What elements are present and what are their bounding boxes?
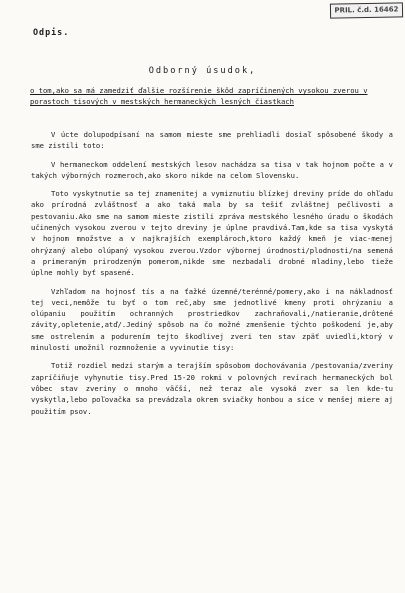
paragraph — [31, 129, 393, 152]
document-title: Odborný úsudok, — [148, 66, 257, 76]
paragraph — [31, 159, 393, 182]
paragraph — [31, 286, 393, 354]
paragraph-text: Toto vyskytnutie sa tej znamenitej a vymiznutiu blízkej dreviny príde do ohľadu ako prírodná zvláštnosť a ako taká mala by sa tešiť zvláštnej pečlivosti a pestovaniu.Ako sme na samom mieste zistili zpráva mestského lesného úradu o škodách učinených vysokou zverou v tejto dreviny je úplne pravdivá.Tam,kde sa tisa vyskytá v hojnom množstve a v najkrajších exemplároch,ktoro každý kmeň je viac-menej ohrýzaný alebo olúpaný vysokou zverou.Vzdor výbornej úrodnosti/plodnosti/na semená a primeraným prirodzeným pomerom,nikde sme nezbadali drobné mladiny,lebo tieže úplne mohly byť spasené. — [31, 189, 393, 278]
paragraph — [31, 360, 393, 416]
document-body — [31, 129, 393, 424]
paragraph-text: Vzhľadom na hojnosť tís a na ťažké územné/terénné/pomery,ako i na nákladnosť tej veci,nemôže tu byť o tom reč,aby sme jednotlivé kmeny proti ohrýzaniu a olúpaniu použitím ochranných prostriedkov zachraňovali,/natieranie,drôtené závity,opletenie,atď/.Jediný spôsob na čo možné zmenšenie týchto poškodení je,aby sme ostrelením a podurením tejto škodlivej zveri ten stav zpäť uviedli,ktorý v minulosti umožnil rozmnoženie a vyvinutie tisy: — [31, 286, 393, 353]
paragraph-text: V úcte dolupodpísaní na samom mieste sme prehliadli dosiaľ spôsobené škody a sme zistili toto: — [31, 130, 393, 151]
document-label: Odpis. — [33, 27, 70, 37]
archive-stamp: PRIL. č.d. 16462 — [330, 2, 403, 18]
document-subtitle: o tom,ako sa má zamedziť ďalšie rozšírenie škôd zapríčinených vysokou zverou v porastoch tisových v mestských hermaneckých lesných čiastkach — [30, 86, 368, 106]
paragraph — [31, 188, 393, 278]
paragraph-text: Totiž rozdiel medzi starým a terajším spôsobom dochovávania /pestovania/zveriny zapríčiňuje vyhynutie tisy.Pred 15-20 rokmi v polovných revírach hermaneckých bol vôbec stav zveriny o mnoho väčší, než teraz ale vysoká zver sa len kde-tu vyskytla,lebo poľovačka sa prevádzala okrem sviačky honbou a síce v menšej miere aj použitím psov. — [31, 361, 393, 416]
paragraph-text: V hermaneckom oddelení mestských lesov nachádza sa tisa v tak hojnom počte a v takých výborných rozmeroch,ako skoro nikde na celom Slovensku. — [31, 159, 393, 180]
